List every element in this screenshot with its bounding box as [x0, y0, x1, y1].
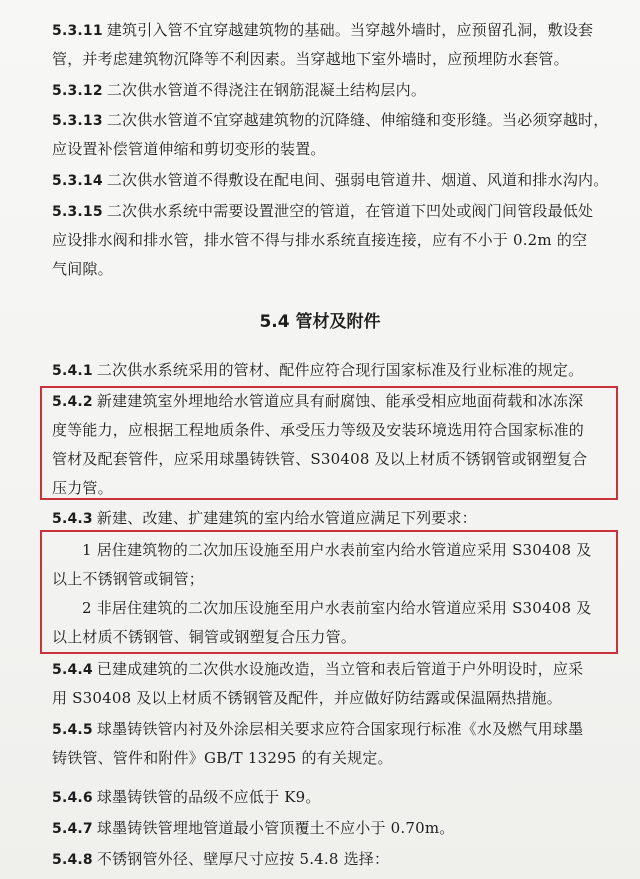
clause-5-3-12	[52, 76, 612, 105]
clause-5-4-3	[52, 504, 612, 533]
clause-number: 5.4.2	[52, 394, 93, 410]
clause-5-4-5	[52, 715, 612, 773]
clause-number: 5.3.12	[52, 83, 103, 99]
clause-5-3-13	[52, 106, 612, 164]
clause-number: 5.4.3	[52, 511, 93, 527]
clause-text: 气间隙。	[52, 260, 113, 278]
clause-5-4-4	[52, 655, 612, 713]
clause-text: 管材及配套管件，应采用球墨铸铁管、S30408 及以上材质不锈钢管或钢塑复合	[52, 450, 588, 468]
clause-5-4-2	[52, 387, 612, 503]
clause-text: 压力管。	[52, 479, 113, 497]
clause-text: 铸铁管、管件和附件》GB/T 13295 的有关规定。	[52, 749, 393, 767]
clause-5-4-8	[52, 845, 612, 874]
clause-text: 球墨铸铁管埋地管道最小管顶覆土不应小于 0.70m。	[96, 819, 455, 837]
clause-text: 管，并考虑建筑物沉降等不利因素。当穿越地下室外墙时，应预埋防水套管。	[52, 50, 569, 68]
clause-5-4-6	[52, 783, 612, 812]
clause-5-4-7	[52, 814, 612, 843]
clause-text: 球墨铸铁管的品级不应低于 K9。	[96, 788, 321, 806]
clause-text: 应设置补偿管道伸缩和剪切变形的装置。	[52, 140, 326, 158]
clause-number: 5.3.15	[52, 204, 103, 220]
clause-number: 5.4.6	[52, 790, 93, 806]
clause-text: 球墨铸铁管内衬及外涂层相关要求应符合国家现行标准《水及燃气用球墨	[96, 720, 584, 738]
clause-number: 5.4.8	[52, 852, 93, 868]
clause-5-4-3-item-2	[52, 594, 612, 652]
item-text: 2 非居住建筑的二次加压设施至用户水表前室内给水管道应采用 S30408 及	[82, 599, 592, 617]
clause-text: 建筑引入管不宜穿越建筑物的基础。当穿越外墙时，应预留孔洞，敷设套	[106, 21, 594, 39]
clause-text: 新建建筑室外埋地给水管道应具有耐腐蚀、能承受相应地面荷载和冰冻深	[96, 392, 584, 410]
clause-text: 新建、改建、扩建建筑的室内给水管道应满足下列要求：	[96, 509, 477, 527]
clause-number: 5.4.1	[52, 363, 93, 379]
clause-text: 二次供水系统中需要设置泄空的管道，在管道下凹处或阀门间管段最低处	[106, 202, 594, 220]
clause-text: 二次供水管道不得敷设在配电间、强弱电管道井、烟道、风道和排水沟内。	[106, 171, 609, 189]
clause-number: 5.3.11	[52, 23, 103, 39]
clause-5-3-15	[52, 197, 612, 284]
clause-5-4-3-item-1	[52, 536, 612, 594]
item-text: 以上不锈钢管或铜管；	[52, 570, 205, 588]
clause-text: 用 S30408 及以上材质不锈钢管及配件，并应做好防结露或保温隔热措施。	[52, 689, 562, 707]
clause-number: 5.4.5	[52, 722, 93, 738]
clause-text: 应设排水阀和排水管，排水管不得与排水系统直接连接，应有不小于 0.2m 的空	[52, 231, 588, 249]
item-text: 以上材质不锈钢管、铜管或钢塑复合压力管。	[52, 628, 357, 646]
clause-5-4-1	[52, 356, 612, 385]
section-title: 5.4 管材及附件	[259, 312, 381, 332]
clause-number: 5.4.7	[52, 821, 93, 837]
clause-text: 不锈钢管外径、壁厚尺寸应按 5.4.8 选择：	[96, 850, 390, 868]
clause-number: 5.4.4	[52, 662, 93, 678]
clause-5-3-11	[52, 16, 612, 74]
clause-text: 已建成建筑的二次供水设施改造，当立管和表后管道于户外明设时，应采	[96, 660, 584, 678]
clause-text: 二次供水管道不得浇注在钢筋混凝土结构层内。	[106, 81, 427, 99]
clause-text: 二次供水管道不宜穿越建筑物的沉降缝、伸缩缝和变形缝。当必须穿越时，	[106, 111, 609, 129]
clause-5-3-14	[52, 166, 612, 195]
clause-text: 二次供水系统采用的管材、配件应符合现行国家标准及行业标准的规定。	[96, 361, 584, 379]
clause-number: 5.3.13	[52, 113, 103, 129]
item-text: 1 居住建筑物的二次加压设施至用户水表前室内给水管道应采用 S30408 及	[82, 541, 592, 559]
clause-text: 度等能力，应根据工程地质条件、承受压力等级及安装环境选用符合国家标准的	[52, 421, 585, 439]
clause-number: 5.3.14	[52, 173, 103, 189]
